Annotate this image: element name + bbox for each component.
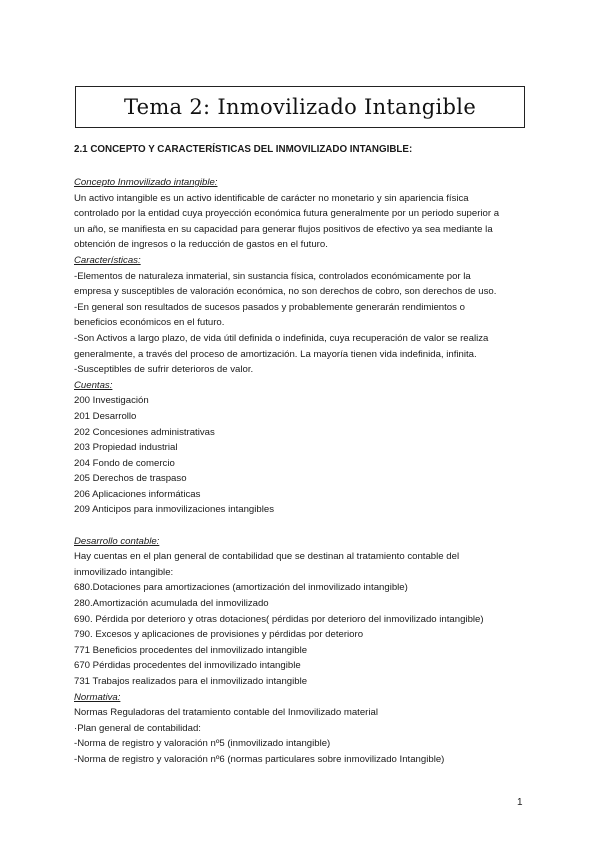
caracteristicas-line: empresa y susceptibles de valoración económica, no son derechos de cobro, son derechos de uso.	[74, 286, 497, 298]
normativa-line: Normas Reguladoras del tratamiento contable del Inmovilizado material	[74, 707, 378, 719]
cuenta-item: 205 Derechos de traspaso	[74, 473, 187, 485]
normativa-heading: Normativa:	[74, 691, 121, 703]
desarrollo-line: 680.Dotaciones para amortizaciones (amortización del inmovilizado intangible)	[74, 582, 408, 594]
concepto-line: controlado por la entidad cuya proyección económica futura generalmente por un periodo superior a	[74, 208, 500, 220]
concepto-line: un año, se manifiesta en su capacidad para generar flujos positivos de efectivo ya sea mediante la	[74, 223, 493, 235]
caracteristicas-line: generalmente, a través del proceso de amortización. La mayoría tienen vida indefinida, infinita.	[74, 348, 477, 360]
cuenta-item: 201 Desarrollo	[74, 410, 137, 422]
section-title: 2.1 CONCEPTO Y CARACTERÍSTICAS DEL INMOVILIZADO INTANGIBLE:	[74, 144, 413, 155]
caracteristicas-line: -Susceptibles de sufrir deterioros de valor.	[74, 364, 254, 376]
concepto-heading: Concepto Inmovilizado intangible:	[74, 177, 218, 188]
caracteristicas-section	[74, 253, 532, 378]
normativa-section	[74, 690, 532, 768]
title-box	[75, 86, 525, 128]
caracteristicas-line: -Elementos de naturaleza inmaterial, sin sustancia física, controlados económicamente por la	[74, 270, 471, 282]
caracteristicas-line: -En general son resultados de sucesos pasados y probablemente generarán rendimientos o	[74, 301, 465, 313]
desarrollo-line: 790. Excesos y aplicaciones de provisiones y pérdidas por deterioro	[74, 629, 364, 641]
desarrollo-line: inmovilizado intangible:	[74, 566, 174, 578]
cuenta-item: 202 Concesiones administrativas	[74, 426, 215, 438]
concepto-line: Un activo intangible es un activo identificable de carácter no monetario y sin apariencia física	[74, 192, 469, 204]
desarrollo-line: 280.Amortización acumulada del inmovilizado	[74, 598, 269, 610]
normativa-line: -Norma de registro y valoración nº5 (inmovilizado intangible)	[74, 738, 331, 750]
desarrollo-line: 771 Beneficios procedentes del inmovilizado intangible	[74, 644, 308, 656]
caracteristicas-line: -Son Activos a largo plazo, de vida útil definida o indefinida, cuya recuperación de valor se realiza	[74, 332, 489, 344]
page-title: Tema 2: Inmovilizado Intangible	[123, 95, 477, 119]
cuenta-item: 209 Anticipos para inmovilizaciones intangibles	[74, 504, 274, 516]
normativa-line: -Norma de registro y valoración nº6 (normas particulares sobre inmovilizado Intangible)	[74, 753, 445, 765]
desarrollo-section	[74, 534, 532, 690]
caracteristicas-line: beneficios económicos en el futuro.	[74, 317, 225, 329]
cuenta-item: 203 Propiedad industrial	[74, 442, 178, 454]
document-body	[74, 143, 532, 768]
paragraph-spacer	[74, 518, 532, 534]
page-number: 1	[517, 797, 523, 808]
cuentas-section	[74, 378, 532, 518]
desarrollo-line: 731 Trabajos realizados para el inmovilizado intangible	[74, 676, 308, 687]
cuentas-heading: Cuentas:	[74, 379, 113, 391]
cuenta-item: 204 Fondo de comercio	[74, 457, 175, 469]
concepto-section	[74, 175, 532, 253]
desarrollo-line: 670 Pérdidas procedentes del inmovilizado intangible	[74, 660, 301, 672]
desarrollo-line: 690. Pérdida por deterioro y otras dotaciones( pérdidas por deterioro del inmovilizado intangible)	[74, 613, 484, 625]
concepto-line: obtención de ingresos o la reducción de gastos en el futuro.	[74, 239, 328, 251]
cuenta-item: 206 Aplicaciones informáticas	[74, 488, 201, 500]
desarrollo-line: Hay cuentas en el plan general de contabilidad que se destinan al tratamiento contable del	[74, 551, 460, 563]
cuenta-item: 200 Investigación	[74, 395, 149, 407]
caracteristicas-heading: Características:	[74, 254, 141, 266]
desarrollo-heading: Desarrollo contable:	[74, 535, 160, 547]
normativa-line: ·Plan general de contabilidad:	[74, 722, 201, 734]
